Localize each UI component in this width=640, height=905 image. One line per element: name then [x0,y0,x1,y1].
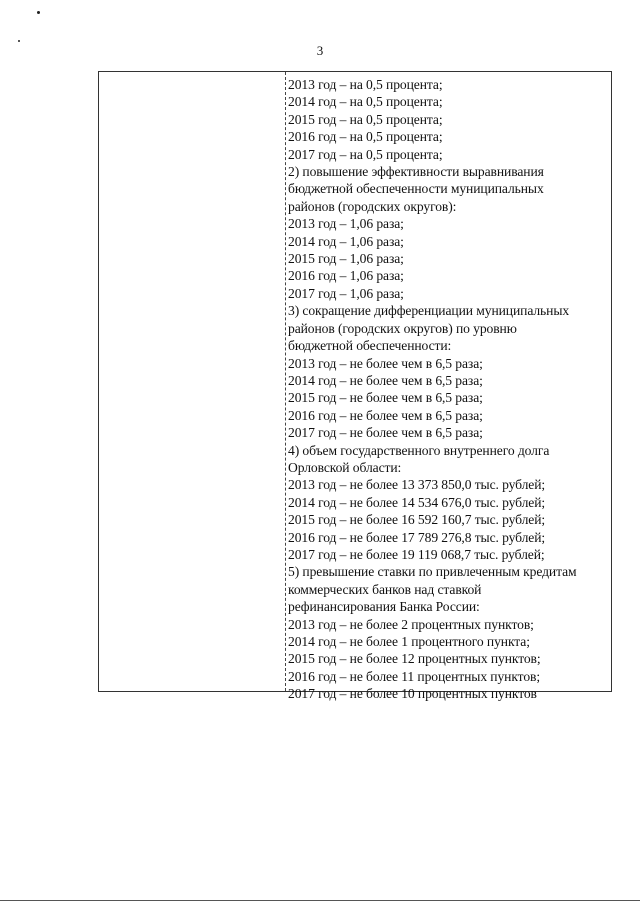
table-right-column [288,76,607,703]
text-line: районов (городских округов): [288,198,457,214]
scan-edge-line [0,900,640,901]
text-line: 2016 год – 1,06 раза; [288,268,404,284]
column-divider [285,72,286,691]
text-line: 2013 год – не более 2 процентных пунктов; [288,616,534,632]
text-line: 2016 год – не более 17 789 276,8 тыс. рублей; [288,529,546,545]
text-line: бюджетной обеспеченности: [288,338,452,354]
text-line: 2017 год – не более чем в 6,5 раза; [288,425,483,441]
text-line: 2014 год – не более чем в 6,5 раза; [288,372,483,388]
text-line: 2017 год – не более 19 119 068,7 тыс. рублей; [288,546,545,562]
text-line: 2016 год – не более чем в 6,5 раза; [288,407,483,423]
text-line: бюджетной обеспеченности муниципальных [288,181,544,197]
table-left-column [99,72,285,691]
text-line: 2014 год – на 0,5 процента; [288,94,443,110]
page-number: 3 [316,43,324,58]
text-line: 2015 год – не более 12 процентных пунктов; [288,651,541,667]
text-line: 4) объем государственного внутреннего долга [288,442,550,458]
text-line: 5) превышение ставки по привлеченным кредитам [288,564,577,580]
text-line: районов (городских округов) по уровню [288,320,517,336]
text-line: 3) сокращение дифференциации муниципальных [288,303,570,319]
text-line: 2014 год – не более 14 534 676,0 тыс. рублей; [288,494,546,510]
text-line: рефинансирования Банка России: [288,599,480,615]
text-line: 2016 год – не более 11 процентных пунктов; [288,668,541,684]
text-line: 2) повышение эффективности выравнивания [288,164,544,180]
scan-speck [37,11,40,14]
text-line: коммерческих банков над ставкой [288,581,482,597]
text-line: 2016 год – на 0,5 процента; [288,129,443,145]
text-line: 2015 год – на 0,5 процента; [288,111,443,127]
document-table [98,71,612,702]
text-line: 2013 год – не более 13 373 850,0 тыс. рублей; [288,477,546,493]
text-line: Орловской области: [288,459,402,475]
text-line: 2017 год – не более 10 процентных пунктов [288,686,537,702]
text-line: 2013 год – на 0,5 процента; [288,77,443,92]
text-line: 2014 год – 1,06 раза; [288,233,404,249]
text-line: 2015 год – не более чем в 6,5 раза; [288,390,483,406]
text-line: 2017 год – 1,06 раза; [288,285,404,301]
text-line: 2015 год – 1,06 раза; [288,251,404,267]
text-line: 2014 год – не более 1 процентного пункта; [288,634,530,649]
text-line: 2015 год – не более 16 592 160,7 тыс. рублей; [288,512,546,528]
text-line: 2017 год – на 0,5 процента; [288,146,443,162]
text-line: 2013 год – не более чем в 6,5 раза; [288,355,483,371]
text-line: 2013 год – 1,06 раза; [288,216,404,232]
scan-speck [18,40,20,42]
